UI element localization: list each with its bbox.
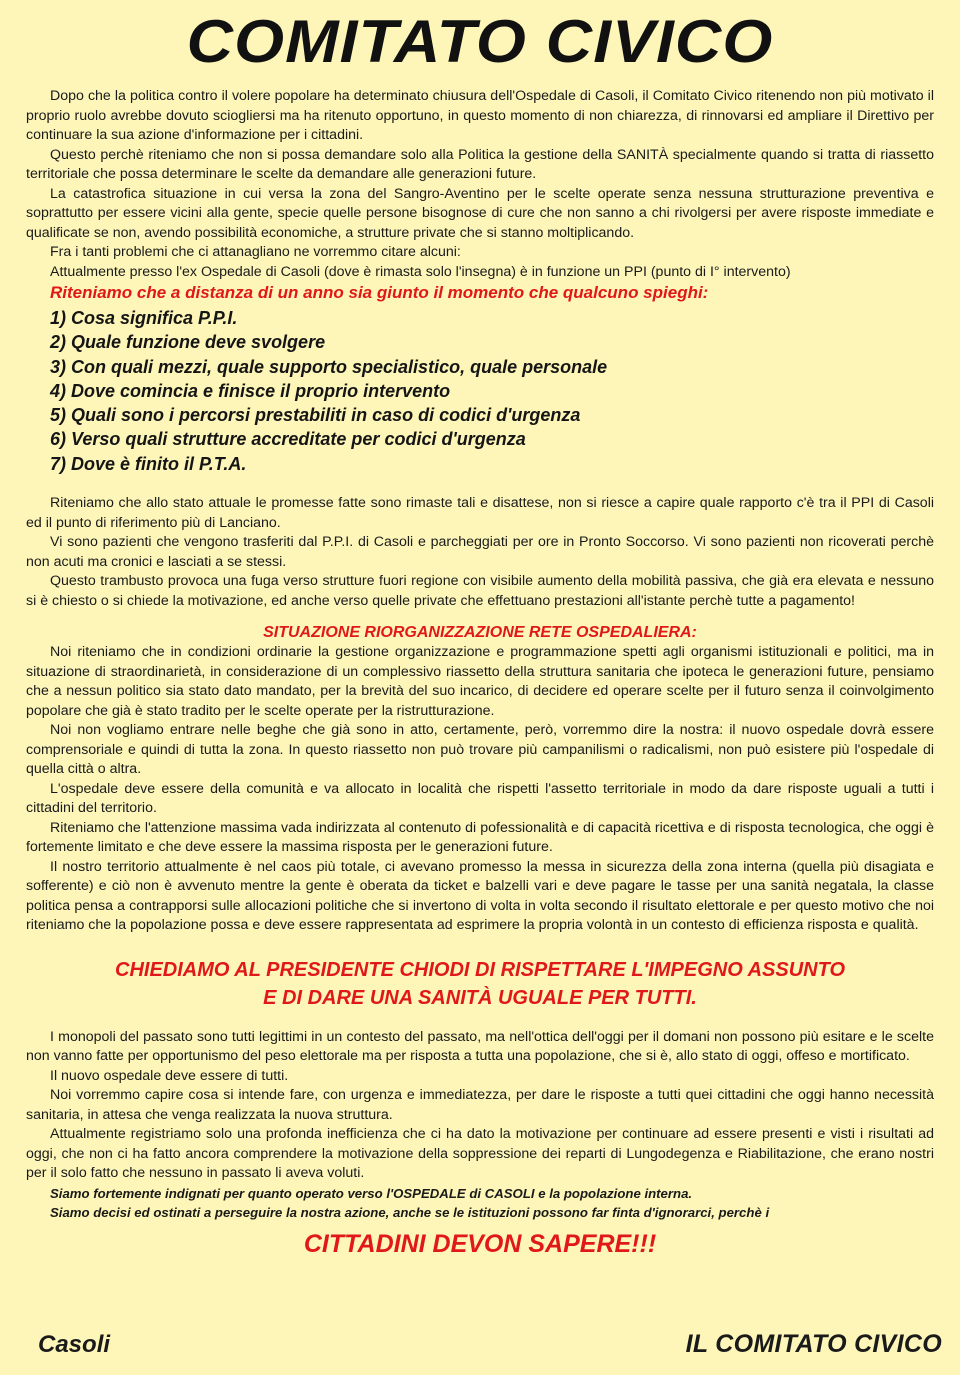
closing-line: Siamo fortemente indignati per quanto operato verso l'OSPEDALE di CASOLI e la popolazione interna.	[50, 1185, 693, 1201]
paragraph: Questo perchè riteniamo che non si possa demandare solo alla Politica la gestione della SANITÀ specialmente quando si tratta di riassetto territoriale che possa determinare le scelte da demandare alle generazioni future.	[26, 146, 934, 182]
paragraph: Il nuovo ospedale deve essere di tutti.	[50, 1067, 289, 1084]
paragraph: Attualmente presso l'ex Ospedale di Casoli (dove è rimasta solo l'insegna) è in funzione un PPI (punto di I° intervento)	[50, 263, 791, 280]
paragraph: Attualmente registriamo solo una profonda inefficienza che ci ha dato la motivazione per continuare ad essere presenti e visti i risultati ad oggi, che non ci ha fatto ancora comprendere la motivazione della soppressione dei reparti di Lungodegenza e Riabilitazione, che erano nostri per il solo fatto che nessuno in passato li aveva voluti.	[26, 1126, 934, 1182]
paragraph: Dopo che la politica contro il volere popolare ha determinato chiusura dell'Ospedale di Casoli, il Comitato Civico ritenendo non più motivato il proprio ruolo avrebbe dovuto sciogliersi ma ha ritenuto opportuno, in questo momento di non chiarezza, di rinnovarsi ed ampliare il Direttivo per continuare la sua azione d'informazione per i cittadini.	[26, 88, 934, 143]
page-title: COMITATO CIVICO	[186, 8, 774, 75]
footer-signature: IL COMITATO CIVICO	[685, 1330, 942, 1358]
list-item: 3) Con quali mezzi, quale supporto specialistico, quale personale	[50, 356, 608, 377]
paragraph: Riteniamo che l'attenzione massima vada indirizzata al contenuto di pofessionalità e di capacità ricettiva e di risposta tecnologica, che oggi è fortemente limitato e che deve essere la massima risposta per le generazioni future.	[26, 819, 934, 856]
paragraph: Noi vorremmo capire cosa si intende fare, con urgenza e immediatezza, per dare le risposte a tutti quei cittadini che oggi hanno necessità sanitaria, in attesa che venga realizzata la nuova struttura.	[26, 1087, 934, 1123]
paragraph: La catastrofica situazione in cui versa la zona del Sangro-Aventino per le scelte operate senza nessuna strutturazione preventiva e soprattutto per essere vicini alla gente, specie quelle persone bisognose di cure che non sanno a chi rivolgersi per avere risposte immediate e qualificate se non, avendo possibilità economiche, a strutture private che si stanno moltiplicando.	[26, 185, 934, 241]
paragraph: Questo trambusto provoca una fuga verso strutture fuori regione con visibile aumento della mobilità passiva, che già era elevata e nessuno si è chiesto o si chiede la motivazione, ed anche verso quelle private che effettuano prestazioni all'istante perchè tutte a pagamento!	[26, 573, 934, 609]
section-heading: SITUAZIONE RIORGANIZZAZIONE RETE OSPEDALIERA:	[263, 624, 697, 642]
paragraph: Noi non vogliamo entrare nelle beghe che già sono in atto, certamente, però, vorremmo dire la nostra: il nuovo ospedale dovrà essere comprensoriale e quindi di tutta la zona. In questo riassetto non può trovare più campanilismi o radicalismi, non può esistere più l'ospedale di quella città o altra.	[26, 722, 934, 778]
list-item: 7) Dove è finito il P.T.A.	[50, 453, 247, 474]
paragraph: Il nostro territorio attualmente è nel caos più totale, ci avevano promesso la messa in sicurezza della zona interna (quella più disagiata e sofferente) e ciò non è avvenuto mentre la gente è oberata da ticket e balzelli vari e deve pagare le tasse per una sanità negatala, la classe politica pensa a contrapporsi sulle allocazioni politiche che si invertono di volta in volta secondo il risultato elettorale e per questo motivo che noi riteniamo che la popolazione possa e deve essere rappresentata ad esprimere la propria volontà in un contesto di efficienza risposta e qualità.	[26, 858, 934, 934]
footer	[38, 1330, 942, 1359]
question-heading: Riteniamo che a distanza di un anno sia giunto il momento che qualcuno spieghi:	[50, 283, 709, 302]
paragraph: I monopoli del passato sono tutti legittimi in un contesto del passato, ma nell'ottica dell'oggi per il domani non possono più esitare e le scelte non vanno fatte per opportunismo del peso elettorale ma per risposta a tutta una popolazione, che si è, allo stato di oggi, offeso e mortificato.	[26, 1028, 934, 1065]
appeal-banner	[26, 956, 934, 1012]
closing-statements	[26, 1184, 934, 1223]
footer-location: Casoli	[38, 1331, 111, 1358]
paragraph: Noi riteniamo che in condizioni ordinarie la gestione organizzazione e programmazione spetti agli organismi istituzionali e politici, ma in situazione di straordinarietà, in considerazione di un complessivo riassetto della struttura sanitaria che ipoteca le generazioni future, pensiamo che a nessun politico sia stato dato mandato, per la brevità del suo incarico, di decidere ed operare scelte per il futuro senza il coinvolgimento popolare che già è stato tradito per le scelte operate per la ristrutturazione.	[26, 644, 934, 719]
paragraph: Riteniamo che allo stato attuale le promesse fatte sono rimaste tali e disattese, non si riesce a capire quale rapporto c'è tra il PPI di Casoli ed il punto di riferimento più di Lanciano.	[26, 495, 934, 531]
list-item: 4) Dove comincia e finisce il proprio intervento	[50, 380, 451, 401]
reorganization-section	[26, 643, 934, 936]
closing-line: Siamo decisi ed ostinati a perseguire la nostra azione, anche se le istituzioni possono far finta d'ignorarci, perchè i	[50, 1205, 770, 1221]
list-item: 2) Quale funzione deve svolgere	[50, 332, 326, 353]
question-list	[26, 306, 934, 476]
list-item: 6) Verso quali strutture accreditate per codici d'urgenza	[50, 429, 526, 450]
ppi-section	[26, 494, 934, 611]
appeal-line: E DI DARE UNA SANITÀ UGUALE PER TUTTI.	[263, 986, 697, 1009]
paragraph: Fra i tanti problemi che ci attanagliano ne vorremmo citare alcuni:	[50, 244, 461, 260]
paragraph: L'ospedale deve essere della comunità e va allocato in località che rispetti l'assetto territoriale in modo da dare risposte uguali a tutti i cittadini del territorio.	[26, 780, 934, 817]
appeal-line: CHIEDIAMO AL PRESIDENTE CHIODI DI RISPETTARE L'IMPEGNO ASSUNTO	[115, 958, 845, 981]
slogan: CITTADINI DEVON SAPERE!!!	[303, 1229, 657, 1258]
intro-section	[26, 87, 934, 282]
list-item: 1) Cosa significa P.P.I.	[50, 308, 238, 328]
list-item: 5) Quali sono i percorsi prestabiliti in caso di codici d'urgenza	[50, 405, 581, 426]
hospital-section	[26, 1028, 934, 1184]
paragraph: Vi sono pazienti che vengono trasferiti dal P.P.I. di Casoli e parcheggiati per ore in Pronto Soccorso. Vi sono pazienti non ricoverati perchè non acuti ma cronici e lasciati a se stessi.	[26, 534, 934, 570]
